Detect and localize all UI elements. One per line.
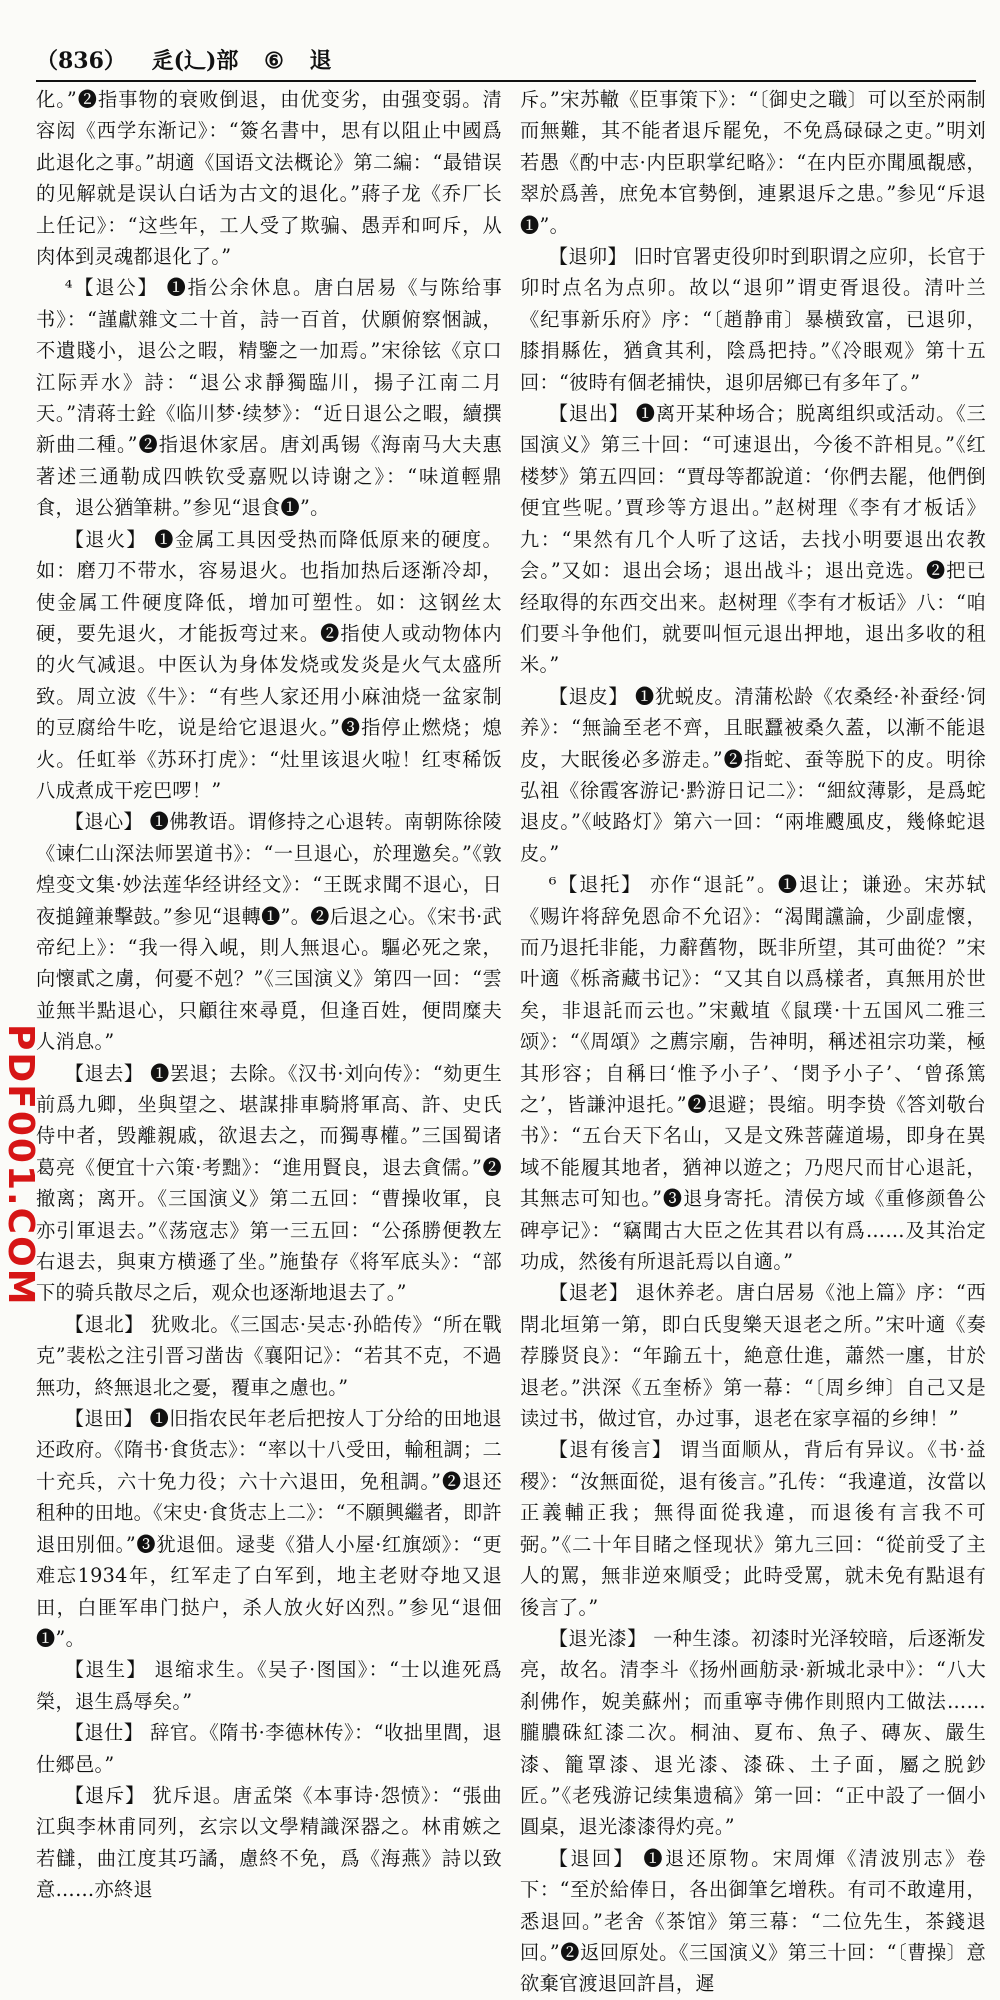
entry-paragraph: 【退田】 ❶旧指农民年老后把按人丁分给的田地退还政府。《隋书·食货志》：“率以十八受田，輸租調；二十充兵，六十免力役；六十六退田，免租調。”❷退还租种的田地。《宋史·食货志上二》：“不願興繼者，即許退田別佃。”❸犹退佃。逯斐《猎人小屋·红旗颂》：“更难忘1934年，红军走了白军到，地主老财夺地又退田，白匪军串门挞户，杀人放火好凶烈。”参见“退佃❶”。 <box>36 1407 502 1650</box>
left-column <box>36 84 502 1902</box>
entry-paragraph: 【退有後言】 谓当面顺从，背后有异议。《书·益稷》：“汝無面從，退有後言。”孔传：“我違道，汝當以正義輔正我；無得面從我違，而退後有言我不可弼。”《二十年目睹之怪现状》第九三回：“從前受了主人的罵，無非逆來順受；此時受罵，就未免有點退有後言了。” <box>520 1438 986 1619</box>
entry-paragraph: 化。”❷指事物的衰败倒退，由优变劣，由强变弱。清容闳《西学东渐记》：“簽名書中，思有以阻止中國爲此退化之事。”胡適《国语文法概论》第二編：“最错误的见解就是误认白话为古文的退化。”蔣子龙《乔厂长上任记》：“这些年，工人受了欺骗、愚弄和呵斥，从肉体到灵魂都退化了。” <box>36 88 502 269</box>
entry-paragraph: 【退老】 退休养老。唐白居易《池上篇》序：“西閈北垣第一第，即白氏叟樂天退老之所。”宋叶適《奏荐滕贤良》：“年踰五十，絶意仕進，蕭然一廛，甘於退老。”洪深《五奎桥》第一幕：“〔周乡绅〕自己又是读过书，做过官，办过事，退老在家享福的乡绅！” <box>520 1281 986 1431</box>
page-header <box>36 44 976 78</box>
entry-paragraph: ⁶【退托】 亦作“退託”。❶退让；谦逊。宋苏轼《赐许将辞免恩命不允诏》：“渴聞讜論，少副虚懷，而乃退托非能，力辭舊物，既非所望，其可曲從？”宋叶適《栎斋藏书记》：“又其自以爲樣者，真無用於世矣，非退託而云也。”宋戴埴《鼠璞·十五国风二雅三颂》：“《周頌》之薦宗廟，告神明，稱述祖宗功業，極其形容；自稱曰‘惟予小子’、‘閔予小子’、‘曾孫篤之’，皆謙沖退托。”❷退避；畏缩。明李贽《答刘敬台书》：“五台天下名山，又是文殊菩薩道場，即身在異域不能履其地者，猶神以遊之；乃咫尺而甘心退託，其無志可知也。”❸退身寄托。清侯方域《重修颜鲁公碑亭记》：“竊聞古大臣之佐其君以有爲……及其治定功成，然後有所退託焉以自適。” <box>520 873 986 1274</box>
entry-paragraph: 【退心】 ❶佛教语。谓修持之心退转。南朝陈徐陵《谏仁山深法师罢道书》：“一旦退心，於理邀矣。”《敦煌变文集·妙法莲华经讲经文》：“王既求聞不退心，日夜搥鐘兼擊鼓。”参见“退轉❶”。❷后退之心。《宋书·武帝纪上》：“我一得入峴，則人無退心。驅必死之衆，向懷貳之虜，何憂不剋？”《三国演义》第四一回：“雲並無半點退心，只顧往來尋覓，但逢百姓，便問糜夫人消息。” <box>36 810 502 1054</box>
entry-paragraph: 【退皮】 ❶犹蜕皮。清蒲松龄《农桑经·补蚕经·饲养》：“無論至老不齊，且眠蠶被桑久蓋，以漸不能退皮，大眠後必多游走。”❷指蛇、蚕等脱下的皮。明徐弘祖《徐霞客游记·黔游日记二》：“細紋薄影，是爲蛇退皮。”《岐路灯》第六一回：“兩堆颼風皮，幾條蛇退皮。” <box>520 684 986 865</box>
right-column <box>520 84 986 1996</box>
entry-paragraph: 【退光漆】 一种生漆。初漆时光泽较暗，后逐渐发亮，故名。清李斗《扬州画舫录·新城北录中》：“八大刹佛作，婗美蘇州；而重寧寺佛作則照内工做法……朧膿硃紅漆二次。桐油、夏布、魚子、磚灰、嚴生漆、籠罩漆、退光漆、漆硃、土子面，屬之脱鈔匠。”《老残游记续集遗稿》第一回：“正中設了一個小圓桌，退光漆漆得灼亮。” <box>520 1626 986 1839</box>
entry-paragraph: ⁴【退公】 ❶指公余休息。唐白居易《与陈给事书》：“謹獻雜文二十首，詩一百首，伏願俯察悃誠，不遺賤小，退公之暇，精鑒之一加焉。”宋徐铉《京口江际弄水》詩：“退公求靜獨臨川，揚子江南二月天。”清蒋士銓《临川梦·续梦》：“近日退公之暇，續撰新曲二種。”❷指退休家居。唐刘禹锡《海南马大夫惠著述三通勒成四帙钦受嘉贶以诗谢之》：“味道輕鼎食，退公猶筆耕。”参见“退食❶”。 <box>36 276 502 520</box>
entry-paragraph: 【退火】 ❶金属工具因受热而降低原来的硬度。如：磨刀不带水，容易退火。也指加热后逐渐冷却，使金属工件硬度降低，增加可塑性。如：这钢丝太硬，要先退火，才能扳弯过来。❷指使人或动物体内的火气减退。中医认为身体发烧或发炎是火气太盛所致。周立波《牛》：“有些人家还用小麻油烧一盆家制的豆腐给牛吃，说是给它退退火。”❸指停止燃烧；熄火。任虹举《苏环打虎》：“灶里该退火啦！红枣稀饭八成煮成干疙巴啰！” <box>36 527 502 802</box>
entry-paragraph: 【退北】 犹败北。《三国志·吴志·孙皓传》“所在戰克”裴松之注引晋习凿齿《襄阳记》：“若其不克，不過無功，終無退北之憂，覆車之慮也。” <box>36 1312 502 1399</box>
entry-paragraph: 【退回】 ❶退还原物。宋周煇《清波別志》卷下：“至於給俸日，各出御筆乞增秩。有司不敢違用，悉退回。”老舍《茶馆》第三幕：“二位先生，茶錢退回。”❷返回原处。《三国演义》第三十回：“〔曹操〕意欲棄官渡退回許昌，遲 <box>520 1846 986 1996</box>
entry-paragraph: 【退仕】 辞官。《隋书·李德林传》：“收拙里閭，退仕郷邑。” <box>36 1721 502 1776</box>
entry-paragraph: 斥。”宋苏轍《臣事策下》：“〔御史之職〕可以至於兩制而無難，其不能者退斥罷免，不免爲碌碌之吏。”明刘若愚《酌中志·内臣职掌纪略》：“在内臣亦聞風覩感，翠於爲善，庶免本官勢倒，連累退斥之患。”参见“斥退❶”。 <box>520 88 986 237</box>
entry-paragraph: 【退斥】 犹斥退。唐孟棨《本事诗·怨愤》：“張曲江與李林甫同列，玄宗以文學精識深器之。林甫嫉之若讎，曲江度其巧譎，慮終不免，爲《海燕》詩以致意……亦終退 <box>36 1783 502 1902</box>
header-rule <box>36 80 976 82</box>
entry-paragraph: 【退去】 ❶罢退；去除。《汉书·刘向传》：“劾更生前爲九卿，坐與望之、堪謀排車騎將軍高、許、史氏侍中者，毁離親戚，欲退去之，而獨專權。”三国蜀诸葛亮《便宜十六策·考黜》：“進用賢良，退去貪儒。”❷撤离；离开。《三国演义》第二五回：“曹操收軍，良亦引軍退去。”《荡寇志》第一三五回：“公孫勝便教左右退去，與東方横遜了坐。”施蛰存《将军底头》：“部下的骑兵散尽之后，观众也逐渐地退去了。” <box>36 1061 502 1305</box>
stroke-count: ⑥ <box>264 48 284 74</box>
watermark-text: PDF001.COM <box>0 1023 41 1307</box>
radical-label: 辵(辶)部 <box>151 48 239 74</box>
head-character: 退 <box>309 48 332 74</box>
entry-paragraph: 【退生】 退缩求生。《吴子·图国》：“士以進死爲榮，退生爲辱矣。” <box>36 1658 502 1713</box>
page-number: （836） <box>36 48 126 74</box>
entry-paragraph: 【退卯】 旧时官署吏役卯时到职谓之应卯，长官于卯时点名为点卯。故以“退卯”谓吏胥退役。清叶兰《纪事新乐府》序：“〔趙静甫〕暴横致富，已退卯，膝捐縣佐，猶貪其利，陰爲把持。”《冷眼观》第十五回：“彼時有個老捕快，退卯居鄉已有多年了。” <box>520 245 986 394</box>
entry-paragraph: 【退出】 ❶离开某种场合；脱离组织或活动。《三国演义》第三十回：“可速退出，今後不許相見。”《红楼梦》第五四回：“賈母等都說道：‘你們去罷，他們倒便宜些呢。’賈珍等方退出。”赵树理《李有才板话》九：“果然有几个人听了这话，去找小明要退出农教会。”又如：退出会场；退出战斗；退出竞选。❷把已经取得的东西交出来。赵树理《李有才板话》八：“咱们要斗争他们，就要叫恒元退出押地，退出多收的租米。” <box>520 402 986 677</box>
